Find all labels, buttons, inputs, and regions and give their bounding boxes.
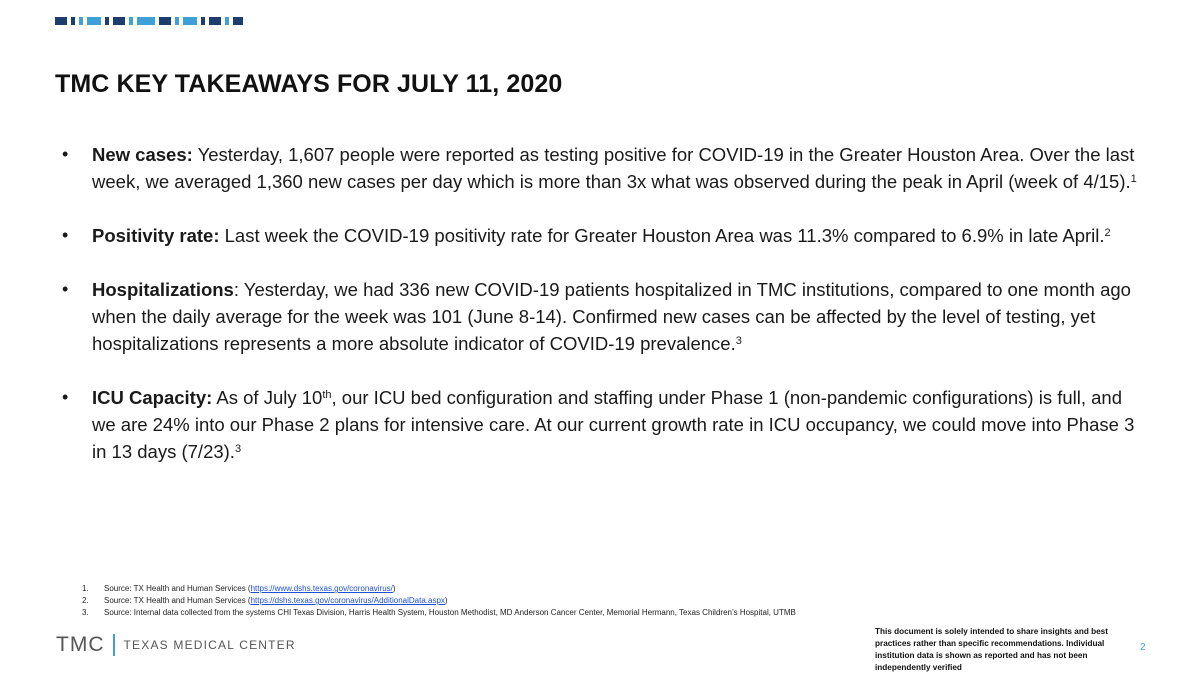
ordinal-suffix: th [322,389,332,401]
footnote-text: Source: TX Health and Human Services ( [104,584,251,593]
footnote [82,583,796,595]
logo-name: TEXAS MEDICAL CENTER [123,638,296,652]
footnote-link[interactable]: https://dshs.texas.gov/coronavirus/AdditionalData.aspx [250,596,445,605]
footnote-ref: 3 [735,335,742,347]
bullet-icon: • [62,225,69,245]
page-number: 2 [1140,642,1146,653]
disclaimer: This document is solely intended to share insights and best practices rather than specific recommendations. Individual institution data is shown as reported and has not been independently verified [875,627,1108,672]
page-title: TMC KEY TAKEAWAYS FOR JULY 11, 2020 [55,70,563,98]
footnote-text-end: ) [444,596,448,605]
list-item-positivity-rate [62,222,1142,249]
footnote-text-end: ) [392,584,396,593]
footnote-text: Source: TX Health and Human Services ( [104,596,251,605]
bullet-text: As of July 10 [212,387,323,408]
footnote-ref: 1 [1130,173,1137,185]
bullet-text: : Yesterday, we had 336 new COVID-19 patients hospitalized in TMC institutions, compared to one month ago when the daily average for the week was 101 (June 8-14). Confirmed new cases can be affected by the level of testing, yet hospitalizations represents a more absolute indicator of COVID-19 prevalence. [92,279,1131,354]
bullet-label: Hospitalizations [92,279,234,300]
list-item-icu-capacity [62,384,1142,465]
logo-divider [113,634,115,656]
decorative-dash-bar [55,17,243,25]
bullet-icon: • [62,387,69,407]
list-item-hospitalizations [62,276,1142,357]
list-item-new-cases [62,141,1142,195]
footnote-number: 1. [82,584,89,593]
footnote-text: Source: Internal data collected from the systems CHI Texas Division, Harris Health System, Houston Methodist, MD Anderson Cancer Center, Memorial Hermann, Texas Children’s Hospital, UTMB [104,608,796,617]
bullet-label: New cases: [92,144,193,165]
footnote [82,607,796,619]
logo-mark: TMC [56,633,105,656]
footnote-number: 2. [82,596,89,605]
footnotes [82,583,796,619]
bullet-text: , our ICU bed configuration and staffing under Phase 1 (non-pandemic configurations) is full, and we are 24% into our Phase 2 plans for intensive care. At our current growth rate in ICU occupancy, we could move into Phase 3 in 13 days (7/23). [92,387,1135,462]
bullet-icon: • [62,279,69,299]
footnote-link[interactable]: https://www.dshs.texas.gov/coronavirus/ [250,584,393,593]
footnote-number: 3. [82,608,89,617]
bullet-label: Positivity rate: [92,225,220,246]
bullet-text: Last week the COVID-19 positivity rate for Greater Houston Area was 11.3% compared to 6.9% in late April. [219,225,1105,246]
tmc-logo [56,633,296,657]
takeaways-list [62,141,1142,492]
bullet-icon: • [62,144,69,164]
footnote-ref: 2 [1104,227,1111,239]
bullet-label: ICU Capacity: [92,387,213,408]
footnote [82,595,796,607]
footnote-ref: 3 [234,443,242,455]
bullet-text: Yesterday, 1,607 people were reported as testing positive for COVID-19 in the Greater Houston Area. Over the last week, we averaged 1,360 new cases per day which is more than 3x what was observed during the peak in April (week of 4/15). [92,144,1135,192]
